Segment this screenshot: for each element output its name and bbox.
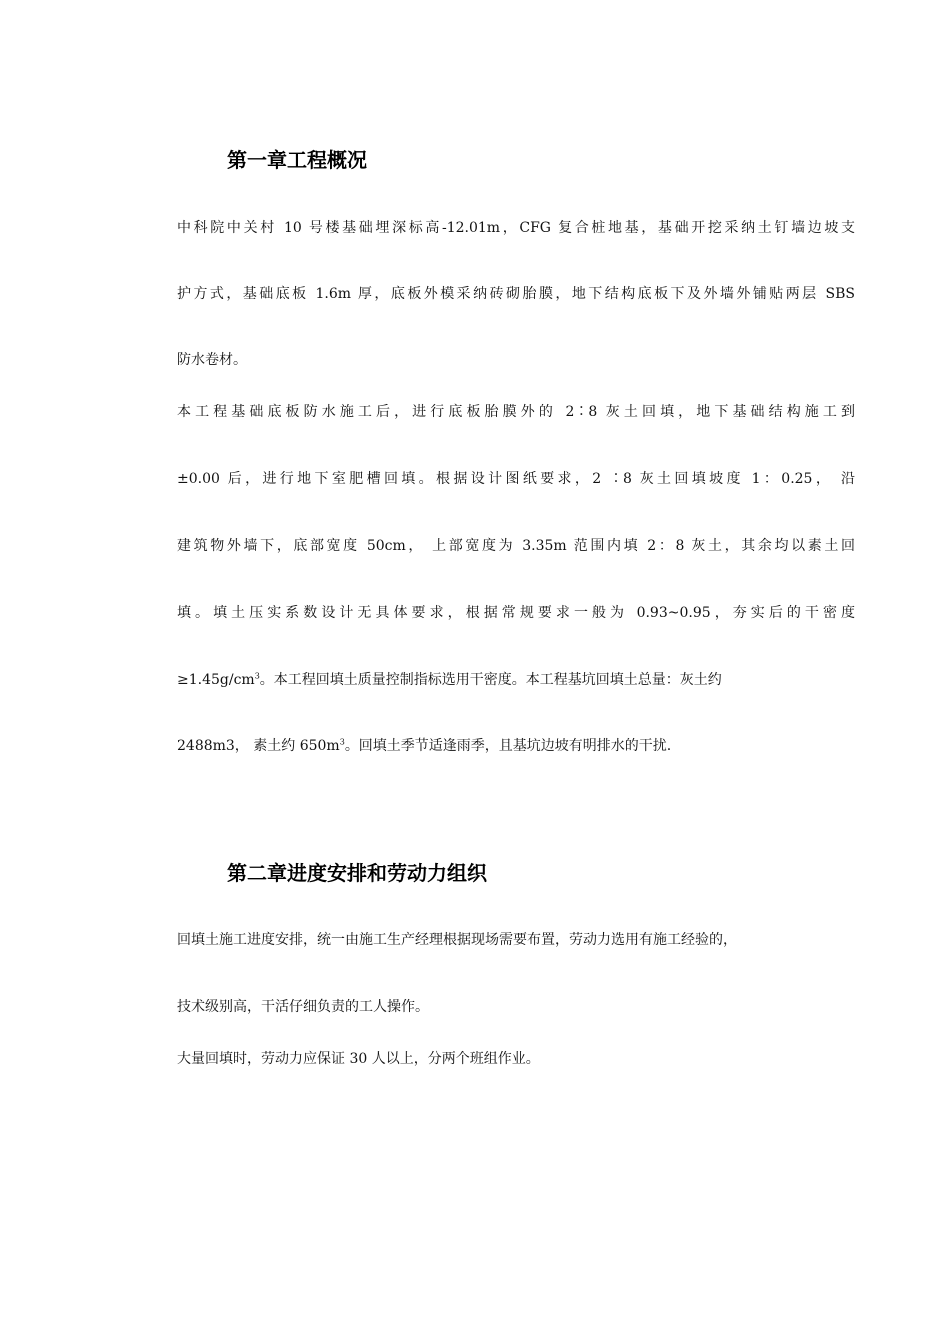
- chapter1-p2-line5: [177, 670, 722, 690]
- chapter1-p2-line4: 填。填土压实系数设计无具体要求，根据常规要求一般为 0.93~0.95，夯实后的干密度: [177, 605, 855, 621]
- chapter2-p2-line1: 大量回填时，劳动力应保证 30 人以上，分两个班组作业。: [177, 1051, 540, 1067]
- volume-unit-superscript: 3: [339, 737, 345, 747]
- density-unit-superscript: 3: [254, 671, 260, 681]
- volume-text-before: 2488m3， 素土约 650m: [177, 738, 340, 754]
- chapter1-p2-line3: 建筑物外墙下，底部宽度 50cm， 上部宽度为 3.35m 范围内填 2：8 灰土，其余均以素土回: [177, 538, 855, 554]
- volume-text-after: 。回填土季节适逢雨季，且基坑边坡有明排水的干扰.: [344, 738, 672, 754]
- density-text-after: 。本工程回填土质量控制指标选用干密度。本工程基坑回填土总量：灰土约: [259, 672, 722, 688]
- chapter1-title: 第一章工程概况: [227, 148, 367, 172]
- chapter1-p2-line1: 本工程基础底板防水施工后，进行底板胎膜外的 2∶8 灰土回填，地下基础结构施工到: [177, 404, 855, 420]
- density-text-before: ≥1.45g/cm: [177, 672, 255, 688]
- chapter1-p2-line2: ±0.00 后，进行地下室肥槽回填。根据设计图纸要求，2 ∶8 灰土回填坡度 1：0.25， 沿: [177, 471, 855, 487]
- chapter1-p1-line3: 防水卷材。: [177, 352, 247, 368]
- chapter1-p2-line6: [177, 736, 671, 756]
- chapter1-p1-line2: 护方式，基础底板 1.6m 厚，底板外模采纳砖砌胎膜，地下结构底板下及外墙外铺贴两层 SBS: [177, 286, 855, 302]
- chapter2-p1-line1: 回填土施工进度安排，统一由施工生产经理根据现场需要布置，劳动力选用有施工经验的，: [177, 932, 737, 948]
- chapter2-title: 第二章进度安排和劳动力组织: [227, 861, 487, 885]
- chapter2-p1-line2: 技术级别高，干活仔细负责的工人操作。: [177, 999, 429, 1015]
- chapter1-p1-line1: 中科院中关村 10 号楼基础埋深标高-12.01m，CFG 复合桩地基，基础开挖采纳土钉墙边坡支: [177, 220, 855, 236]
